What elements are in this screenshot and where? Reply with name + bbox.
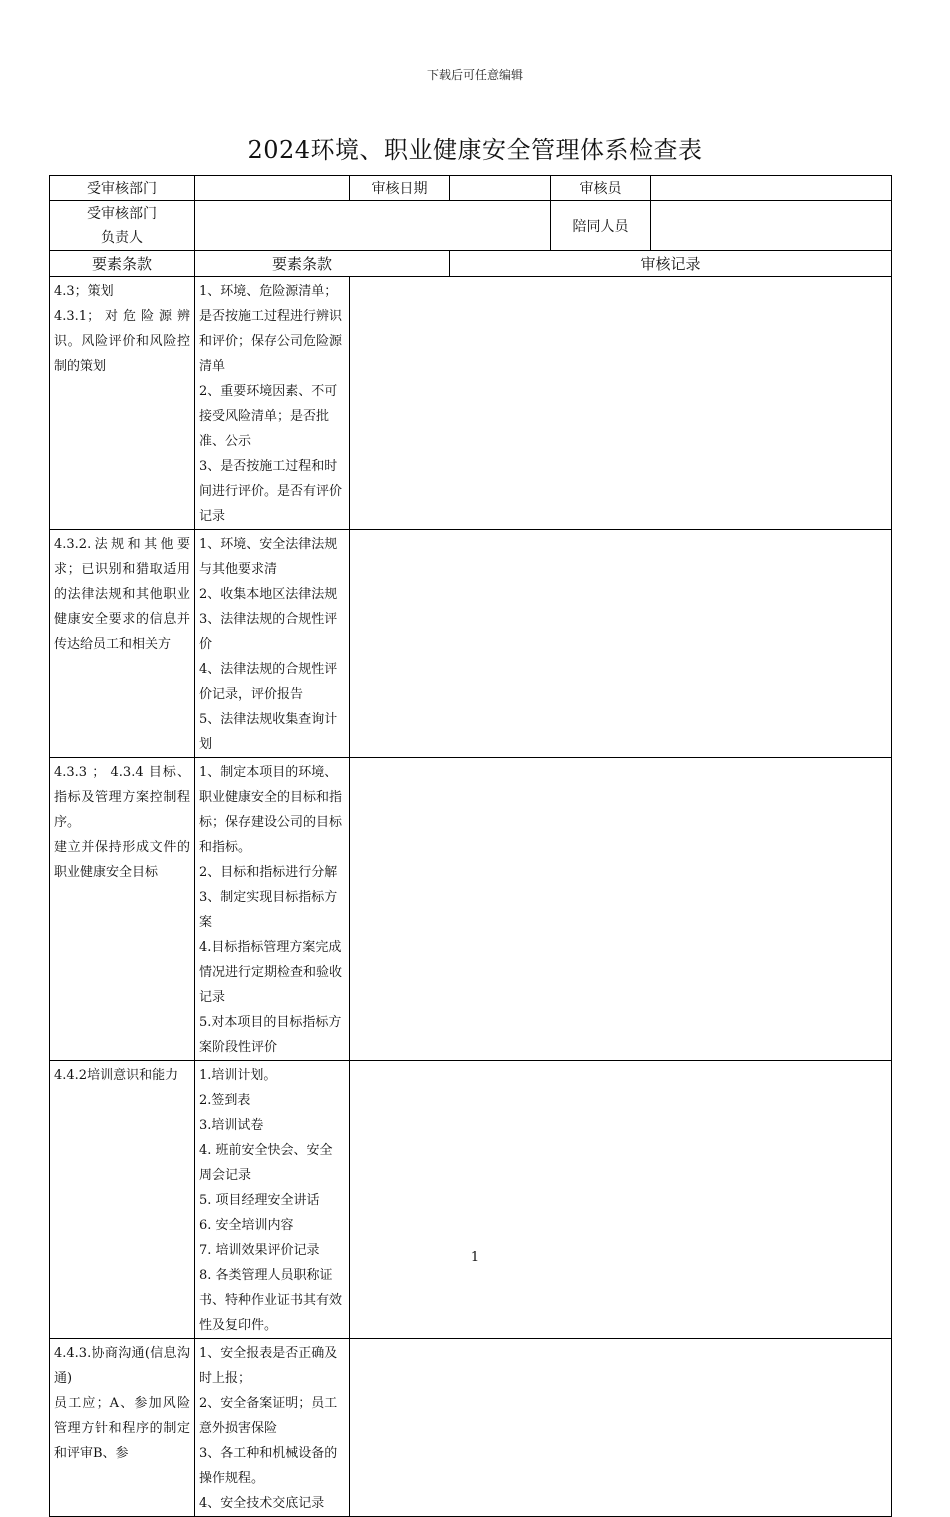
element-text: 4.3.3 ； 4.3.4 目标、指标及管理方案控制程序。 (54, 765, 190, 830)
dept-head-label (50, 201, 195, 251)
requirement-item: 6. 安全培训内容 (199, 1218, 294, 1233)
requirement-item: 3、制定实现目标指标方案 (199, 890, 338, 930)
element-text: 4.4.3.协商沟通(信息沟通) (54, 1346, 190, 1386)
requirement-item: 3、是否按施工过程和时间进行评价。是否有评价记录 (199, 459, 343, 524)
header-note: 下载后可任意编辑 (426, 68, 523, 82)
auditor-value[interactable] (651, 176, 892, 201)
dept-head-label-line-1: 受审核部门 (87, 205, 157, 222)
dept-value[interactable] (195, 176, 350, 201)
element-text: 员工应；A、参加风险管理方针和程序的制定和评审B、参 (54, 1396, 190, 1461)
checklist-table (49, 175, 892, 1517)
requirement-item: 5.对本项目的目标指标方案阶段性评价 (199, 1015, 342, 1055)
requirement-item: 1、环境、安全法律法规与其他要求清 (199, 537, 338, 577)
checklist-row (50, 1061, 892, 1339)
audit-record-cell[interactable] (350, 1339, 892, 1517)
page-number: 1 (470, 1250, 480, 1265)
audit-record-cell[interactable] (350, 1061, 892, 1339)
dept-head-label-line-2: 负责人 (101, 229, 143, 246)
requirement-item: 8. 各类管理人员职称证书、特种作业证书其有效性及复印件。 (199, 1268, 343, 1333)
requirement-item: 5、法律法规收集查询计划 (199, 712, 338, 752)
requirement-item: 2、重要环境因素、不可接受风险清单；是否批准、公示 (199, 384, 338, 449)
requirement-item: 4. 班前安全快会、安全周会记录 (199, 1143, 333, 1183)
element-text: 4.4.2培训意识和能力 (54, 1068, 179, 1083)
checklist-row (50, 1339, 892, 1517)
document-title: 2024环境、职业健康安全管理体系检查表 (247, 136, 703, 164)
requirement-item: 4、法律法规的合规性评价记录，评价报告 (199, 662, 338, 702)
requirement-item: 4、安全技术交底记录 (199, 1496, 325, 1511)
record-column-header: 审核记录 (450, 251, 892, 277)
info-row-1 (50, 176, 892, 201)
requirement-cell (195, 1061, 350, 1339)
requirement-item: 1.培训计划。 (199, 1068, 277, 1083)
element-cell (50, 1339, 195, 1517)
element-text: 4.3.2.法规和其他要求；已识别和猎取适用的法律法规和其他职业健康安全要求的信息并传达给员工和相关方 (54, 537, 190, 652)
requirement-item: 3、各工种和机械设备的操作规程。 (199, 1446, 338, 1486)
element-cell (50, 530, 195, 758)
companion-value[interactable] (651, 201, 892, 251)
requirement-item: 3.培训试卷 (199, 1118, 264, 1133)
checklist-row (50, 277, 892, 530)
checklist-row (50, 530, 892, 758)
requirement-item: 2、目标和指标进行分解 (199, 865, 338, 880)
requirement-column-header: 要素条款 (195, 251, 450, 277)
dept-head-value[interactable] (195, 201, 551, 251)
info-row-2 (50, 201, 892, 251)
requirement-item: 1、安全报表是否正确及时上报； (199, 1346, 338, 1386)
date-label: 审核日期 (350, 176, 450, 201)
requirement-cell (195, 758, 350, 1061)
requirement-item: 7. 培训效果评价记录 (199, 1243, 320, 1258)
audit-record-cell[interactable] (350, 530, 892, 758)
element-text: 建立并保持形成文件的职业健康安全目标 (54, 840, 190, 880)
requirement-item: 1、制定本项目的环境、职业健康安全的目标和指标；保存建设公司的目标和指标。 (199, 765, 343, 855)
requirement-item: 5. 项目经理安全讲话 (199, 1193, 320, 1208)
requirement-item: 2.签到表 (199, 1093, 251, 1108)
audit-record-cell[interactable] (350, 277, 892, 530)
element-text: 4.3；策划 (54, 284, 114, 299)
companion-label: 陪同人员 (551, 201, 651, 251)
element-text: 4.3.1；对危险源辨识。风险评价和风险控制的策划 (54, 309, 190, 374)
element-column-header: 要素条款 (50, 251, 195, 277)
requirement-cell (195, 277, 350, 530)
auditor-label: 审核员 (551, 176, 651, 201)
requirement-cell (195, 530, 350, 758)
dept-label: 受审核部门 (50, 176, 195, 201)
element-cell (50, 1061, 195, 1339)
requirement-item: 3、法律法规的合规性评价 (199, 612, 338, 652)
element-cell (50, 758, 195, 1061)
requirement-cell (195, 1339, 350, 1517)
audit-record-cell[interactable] (350, 758, 892, 1061)
requirement-item: 4.目标指标管理方案完成情况进行定期检查和验收记录 (199, 940, 343, 1005)
requirement-item: 1、环境、危险源清单；是否按施工过程进行辨识和评价；保存公司危险源清单 (199, 284, 343, 374)
element-cell (50, 277, 195, 530)
requirement-item: 2、收集本地区法律法规 (199, 587, 338, 602)
requirement-item: 2、安全备案证明；员工意外损害保险 (199, 1396, 338, 1436)
column-header-row (50, 251, 892, 277)
date-value[interactable] (450, 176, 551, 201)
checklist-row (50, 758, 892, 1061)
